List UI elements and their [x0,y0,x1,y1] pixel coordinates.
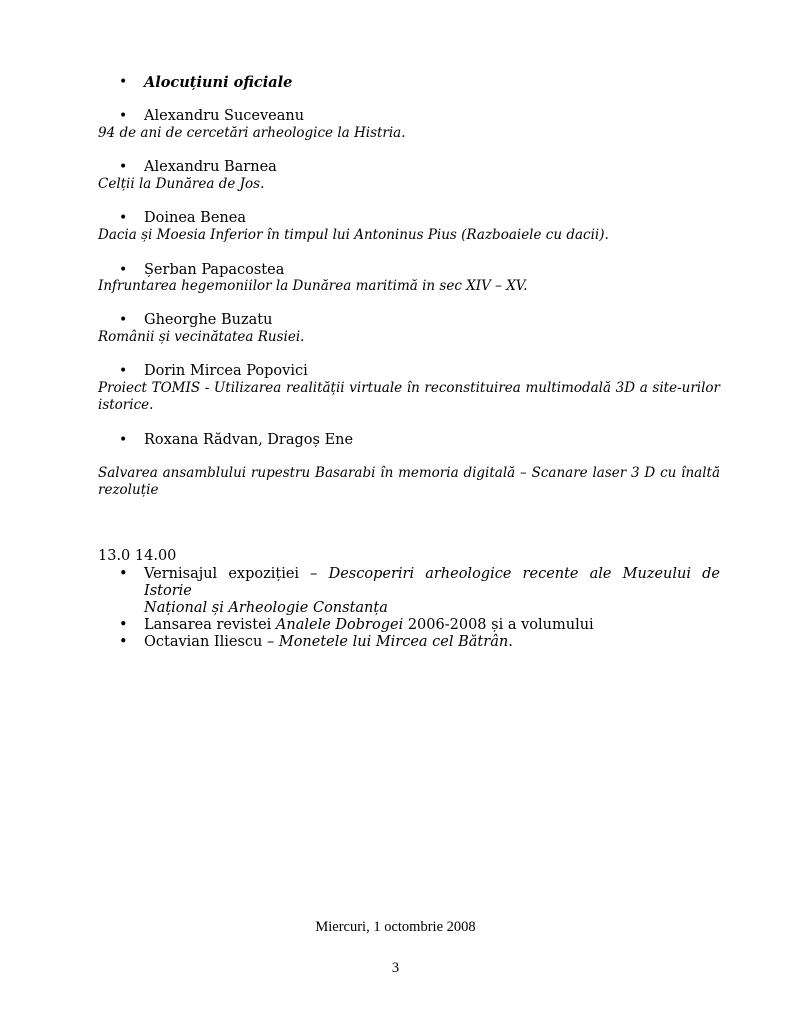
session-item [120,566,720,617]
talk-title-line: rezoluție [98,482,159,498]
talk-title-line: Proiect TOMIS - Utilizarea realității virtuale în reconstituirea multimodală 3D a site-urilor [98,380,720,396]
bullet: • [119,108,128,124]
page-number: 3 [391,960,400,976]
speaker-name: Alexandru Suceveanu [144,108,305,124]
session-item-text: Octavian Iliescu – [144,634,279,650]
session-item-rest: . [508,634,513,650]
speaker-name: Dorin Mircea Popovici [144,363,308,379]
bullet: • [119,262,128,278]
speaker-row [120,432,353,449]
speeches-heading: Alocuțiuni oficiale [144,74,293,91]
speaker-name: Șerban Papacostea [144,262,285,278]
footer-date: Miercuri, 1 octombrie 2008 [315,919,476,935]
speaker-row [120,312,272,329]
talk-title-line: Salvarea ansamblului rupestru Basarabi în memoria digitală – Scanare laser 3 D cu înaltă [98,465,720,481]
bullet: • [119,634,128,650]
session-item-text: Vernisajul expoziției – [144,566,329,582]
bullet: • [119,566,128,582]
talk-title: Dacia și Moesia Inferior în timpul lui Antoninus Pius (Razboaiele cu dacii). [98,227,609,243]
bullet: • [119,617,128,633]
talk-title: 94 de ani de cercetări arheologice la Histria. [98,125,406,141]
session-list [120,566,720,651]
speaker-name: Roxana Rădvan, Dragoș Ene [144,432,354,448]
talk-title: Infruntarea hegemoniilor la Dunărea maritimă in sec XIV – XV. [98,278,528,294]
speaker-row [120,108,304,125]
session-time: 13.0 14.00 [98,548,177,564]
speaker-row [120,363,308,380]
bullet: • [119,74,128,90]
talk-title: Românii și vecinătatea Rusiei. [98,329,305,345]
exhibition-title: Descoperiri arheologice recente ale Muzeului de Istorie [144,566,720,599]
exhibition-title-cont: Național și Arheologie Constanța [144,600,388,616]
speaker-name: Alexandru Barnea [144,159,277,175]
book-title: Monetele lui Mircea cel Bătrân [278,634,509,650]
talk-title-line: istorice. [98,397,154,413]
bullet: • [119,363,128,379]
session-item [120,617,720,634]
speeches-heading-row [120,74,292,92]
speaker-row [120,210,246,227]
journal-title: Analele Dobrogei [275,617,404,633]
session-item-text: Lansarea revistei [144,617,276,633]
speaker-row [120,159,277,176]
talk-title: Celții la Dunărea de Jos. [98,176,265,192]
speaker-row [120,262,284,279]
speaker-name: Doinea Benea [144,210,246,226]
bullet: • [119,432,128,448]
bullet: • [119,210,128,226]
bullet: • [119,312,128,328]
speaker-name: Gheorghe Buzatu [144,312,273,328]
session-item-rest: 2006-2008 și a volumului [403,617,594,633]
bullet: • [119,159,128,175]
session-item [120,634,720,651]
